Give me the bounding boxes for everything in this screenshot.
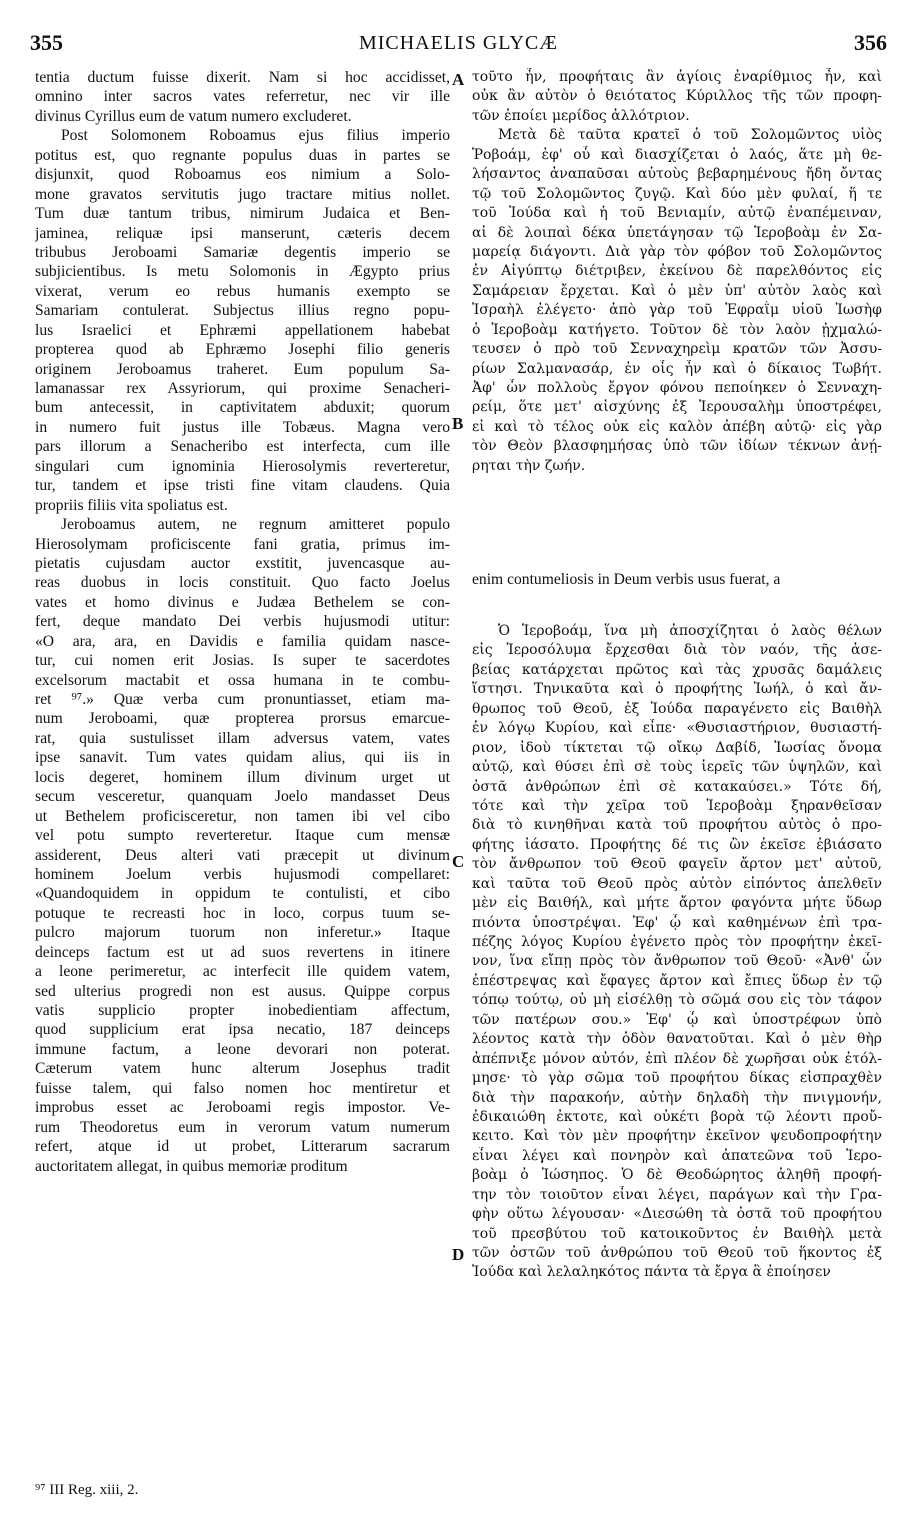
greek-upper-line: ρηται τὴν ζωήν. xyxy=(472,457,586,474)
latin-line: a leone perimeretur, ac interfecit ille quidem vatem, xyxy=(35,963,450,981)
latin-line: subjicientibus. Is metu Solomonis in Ægypto prius xyxy=(35,263,450,281)
greek-lower-line: βείας κατάρχεται πρῶτος καὶ τὰς χρυσᾶς δαμάλεις xyxy=(472,661,882,678)
latin-line: «O ara, ara, en Davidis e familia quidam nasce- xyxy=(35,632,450,650)
greek-lower-line: ὀστᾶ ἀνθρώπων ἐπὶ σὲ κατακαύσει.» Τότε δή, xyxy=(472,778,882,795)
greek-lower-line: πέζης λόγος Κυρίου ἐγένετο πρὸς τὸν προφήτην ἐκεῖ- xyxy=(472,934,882,950)
latin-line: «Quandoquidem in oppidum te contulisti, et cibo xyxy=(35,885,450,903)
greek-lower-line: λέοντος κατὰ τὴν ὁδὸν θανατοῦται. Καὶ ὁ μὲν θὴρ xyxy=(472,1031,882,1048)
latin-line: Tum duæ tantum tribus, nimirum Judaica et Ben- xyxy=(35,205,450,223)
latin-line: deinceps factum est ut ad suos revertens in itinere xyxy=(35,943,450,961)
greek-lower-line: διὰ τὸ κινηθῆναι κατὰ τοῦ προφήτου αὐτὸς ὁ προ- xyxy=(472,817,882,834)
latin-line: lus Israelici et Ephræmi appellationem habebat xyxy=(35,321,450,339)
greek-lower-line: ἀπέπνιξε μόνον αὐτόν, ἐπὶ πλέον δὲ χωρῆσαι οὐκ ἐτόλ- xyxy=(472,1050,882,1067)
latin-line: propterea quod ab Ephræmo Josephi filio generis xyxy=(35,341,450,359)
greek-lower-line: Ἰούδα καὶ λελαληκότος πάντα τὰ ἔργα ἃ ἐποίησεν xyxy=(472,1264,831,1281)
latin-line: secum vesceretur, quanquam Joelo mandasset Deus xyxy=(35,788,450,806)
greek-lower-line: τῶν ὀστῶν τοῦ ἀνθρώπου τοῦ Θεοῦ τοῦ ἥκοντος ἐξ xyxy=(472,1245,882,1261)
greek-lower-line: τότε καὶ τὴν χεῖρα τοῦ Ἱεροβοὰμ ξηρανθεῖσαν xyxy=(472,797,882,814)
latin-line: pietatis cujusdam auctor exstitit, juvencasque au- xyxy=(35,554,450,572)
greek-upper-line: Ἀφ' ὧν πολλοὺς ἔργον φόνου πεποίηκεν ὁ Σενναχη- xyxy=(472,380,882,396)
greek-upper-line: μαρείᾳ διάγοντι. Διὰ γὰρ τὸν φόβον τοῦ Σολομῶντος xyxy=(472,243,882,260)
latin-line: tentia ductum fuisse dixerit. Nam si hoc accidisset, xyxy=(35,69,450,86)
latin-line: Cæterum vatem hunc alterum Josephus tradit xyxy=(35,1060,450,1078)
greek-lower-line: ἐδικαιώθη ἐκτοτε, καὶ οὐκέτι βορὰ τῷ λέοντι προὔ- xyxy=(472,1108,882,1125)
greek-lower-line: ἐν λόγῳ Κυρίου, καὶ εἶπε· «Θυσιαστήριον, θυσιαστή- xyxy=(472,720,882,737)
latin-line: lamanassar rex Assyriorum, qui proxime Senacheri- xyxy=(35,380,450,397)
page-header xyxy=(30,30,887,60)
latin-line: excelsorum mactabit et ossa humana in te combu- xyxy=(35,671,450,689)
latin-line: tribubus Jeroboami Samariæ degentis imperio se xyxy=(35,243,450,261)
greek-lower-line: τοῦ πρεσβύτου τοῦ κατοικοῦντος ἐν Βαιθὴλ μετὰ xyxy=(472,1225,882,1242)
greek-upper-line: ὁ Ἱεροβοὰμ κατήγετο. Τοῦτον δὲ τὸν λαὸν ᾐχμαλώ- xyxy=(472,321,882,338)
greek-lower-line: φὴν οὕτω λέγουσαν· «Διεσώθη τὰ ὀστᾶ τοῦ προφήτου xyxy=(472,1206,882,1223)
greek-lower-line: εἶναι λέγει καὶ πονηρὸν καὶ ἀπατεῶνα τοῦ Ἱερο- xyxy=(472,1147,882,1164)
latin-line: in numero fuit justus ille Tobæus. Magna vero xyxy=(35,418,450,436)
greek-lower-line: θρωπος τοῦ Θεοῦ, ἐξ Ἰούδα παραγένετο εἰς Βαιθὴλ xyxy=(472,700,882,717)
latin-line: Samariam contulerat. Subjectus illius regno popu- xyxy=(35,302,450,320)
greek-lower-line: τῶν πατέρων σου.» Ἐφ' ᾧ καὶ ὑποστρέφων ὑπὸ xyxy=(472,1011,882,1028)
latin-column xyxy=(35,68,450,1176)
greek-upper-line: τοῦ Ἰούδα καὶ ἡ τοῦ Βενιαμίν, αὐτῷ ἐναπέμειναν, xyxy=(472,205,882,222)
greek-column-lower xyxy=(472,622,882,1283)
greek-upper-line: οὐκ ἂν αὐτὸν ὁ θειότατος Κύριλλος τῆς τῶν προφη- xyxy=(472,88,882,105)
latin-line: rat, quia sustulisset illam adversus vatem, vates xyxy=(35,729,450,747)
greek-lower-line: ἵστησι. Τηνικαῦτα καὶ ὁ προφήτης Ἰωήλ, ὁ καὶ ἄν- xyxy=(472,681,882,698)
greek-lower-line: πιόντα ὑποστρέψαι. Ἐφ' ᾧ καὶ καθημένων ἐπὶ τρα- xyxy=(472,914,882,931)
latin-line: ut Bethelem proficisceretur, non tamen ibi vel cibo xyxy=(35,807,450,825)
latin-line: refert, atque id ut probet, Litterarum sacrarum xyxy=(35,1138,450,1156)
greek-lower-line: αὐτῷ, καὶ θύσει ἐπὶ σὲ τοὺς ἱερεῖς τῶν ὑψηλῶν, καὶ xyxy=(472,759,882,776)
greek-upper-line: Μετὰ δὲ ταῦτα κρατεῖ ὁ τοῦ Σολομῶντος υἱὸς xyxy=(498,127,882,144)
latin-line: fuisse talem, qui falso nomen hoc mentiretur et xyxy=(35,1079,450,1097)
greek-lower-line: Ὁ Ἱεροβοάμ, ἵνα μὴ ἀποσχίζηται ὁ λαὸς θέλων xyxy=(498,623,882,639)
footnote: ⁹⁷ III Reg. xiii, 2. xyxy=(35,1482,139,1498)
running-head: MICHAELIS GLYCÆ xyxy=(358,32,559,54)
greek-lower-line: τὸν ἄνθρωπον τοῦ Θεοῦ φαγεῖν ἄρτον μετ' αὐτοῦ, xyxy=(472,856,882,873)
greek-lower-line: ριον, ἰδοὺ τίκτεται τῷ οἴκῳ Δαβίδ, Ἰωσίας ὄνομα xyxy=(472,739,882,756)
greek-upper-line: εἰ καὶ τὸ τέλος οὐκ εἰς καλὸν ἀπέβη αὐτῷ· εἰς γὰρ xyxy=(472,418,882,435)
greek-upper-line: τοῦτο ἦν, προφήταις ἂν ἁγίοις ἐναρίθμιος ἦν, καὶ xyxy=(472,69,882,85)
latin-line: potitus est, quo regnante populus duas in partes se xyxy=(35,146,450,164)
greek-lower-line: εἰς Ἱεροσόλυμα ἔρχεσθαι διὰ τὸν ναόν, τῆς ἀσε- xyxy=(472,642,882,659)
greek-upper-line: αἱ δὲ λοιπαὶ δέκα ὑπετάγησαν τῷ Ἱεροβοὰμ ἐν Σα- xyxy=(472,224,882,241)
latin-line: Jeroboamus autem, ne regnum amitteret populo xyxy=(61,516,450,534)
latin-line: pars illorum a Senacheribo est interfecta, cum ille xyxy=(35,438,450,456)
latin-line: auctoritatem allegat, in quibus memoriæ proditum xyxy=(35,1157,348,1175)
greek-upper-line: ἐν Αἰγύπτῳ διέτριβεν, ἐκείνου δὲ παρελθόντος εἰς xyxy=(472,263,882,280)
latin-line: pulcro majorum tuorum non inferetur.» Itaque xyxy=(35,924,450,942)
greek-lower-line: μησε· τὸ γὰρ σῶμα τοῦ προφήτου δίκας εἰσπραχθὲν xyxy=(472,1070,882,1087)
greek-lower-line: μὲν εἰς Βαιθήλ, καὶ μήτε ἄρτον φαγόντα μήτε ὕδωρ xyxy=(472,895,882,912)
latin-line: ret ⁹⁷.» Quæ verba cum pronuntiasset, etiam ma- xyxy=(35,691,450,708)
latin-line: divinus Cyrillus eum de vatum numero excluderet. xyxy=(35,107,352,125)
latin-line: propriis filiis vita spoliatus est. xyxy=(35,496,228,514)
latin-line: Post Solomonem Roboamus ejus filius imperio xyxy=(61,127,450,145)
latin-line: disjunxit, quod Roboamus eos nimium a Solo- xyxy=(35,166,450,184)
greek-lower-line: διὰ τὴν παρακοήν, αὐτὴν δηλαδὴ τὴν πνιγμονήν, xyxy=(472,1089,882,1106)
latin-line: vel potu sumpto reverteretur. Itaque cum mensæ xyxy=(35,827,450,845)
margin-marker-d: D xyxy=(452,1245,465,1264)
latin-line: rum Theodoretus eum in verorum vatum numerum xyxy=(35,1118,450,1136)
latin-line: tur, cui nomen erit Josias. Is super te sacerdotes xyxy=(35,652,450,670)
greek-upper-line: Ῥοβοάμ, ἐφ' οὗ καὶ διασχίζεται ὁ λαός, ἅτε μὴ θε- xyxy=(472,146,882,163)
greek-lower-line: κειτο. Καὶ τὸν μὲν προφήτην ἐκεῖνον ψευδοπροφήτην xyxy=(472,1128,882,1145)
greek-upper-line: ρείμ, ὅτε μετ' αἰσχύνης ἐξ Ἱερουσαλὴμ ὑποστρέφει, xyxy=(472,399,882,416)
latin-line: originem Jeroboamus traheret. Eum populum Sa- xyxy=(35,360,450,378)
latin-line: improbus esset ac Jeroboami regis impostor. Ve- xyxy=(35,1099,450,1117)
page-number-left: 355 xyxy=(30,30,63,55)
latin-line: singulari cum ignominia Hierosolymis reverteretur, xyxy=(35,457,450,475)
greek-upper-line: ρίων Σαλμανασάρ, ἐν οἷς ἦν καὶ ὁ δίκαιος Τωβήτ. xyxy=(472,360,882,377)
greek-lower-line: νον, ἵνα εἴπῃ πρὸς τὸν ἄνθρωπον τοῦ Θεοῦ· «Ἀνθ' ὧν xyxy=(472,953,882,970)
latin-line: vixerat, verum eo rebus humanis exempto se xyxy=(35,282,450,300)
latin-line: potuque te recreasti hoc in loco, corpus tuum se- xyxy=(35,904,450,922)
greek-upper-line: τευσεν ὁ πρὸ τοῦ Σενναχηρεὶμ κρατῶν τῶν Ἀσσυ- xyxy=(472,341,882,358)
latin-line: assiderent, Deus alteri vati præcepit ut divinum xyxy=(35,846,450,864)
latin-line: vatis supplicio propter inobedientiam affectum, xyxy=(35,1002,450,1019)
greek-upper-line: Ἰσραὴλ ἐλέγετο· ἀπὸ γὰρ τοῦ Ἐφραῒμ υἱοῦ Ἰωσὴφ xyxy=(472,302,882,319)
latin-line: jaminea, reliquæ ipsi manserunt, cæteris decem xyxy=(35,224,450,242)
page-number-right: 356 xyxy=(854,30,887,55)
greek-lower-line: ἐπέστρεψας καὶ ἔφαγες ἄρτον καὶ ἔπιες ὕδωρ ἐν τῷ xyxy=(472,972,882,989)
greek-upper-line: τῶν ἐποίει μερίδος ἀλλότριον. xyxy=(472,107,690,124)
greek-lower-line: βοὰμ ὁ Ἰώσηπος. Ὁ δὲ Θεοδώρητος ἀληθῆ προφή- xyxy=(472,1167,882,1184)
greek-upper-line: Σαμάρειαν ἔρχεται. Καὶ ὁ μὲν ὑπ' αὐτὸν λαὸς καὶ xyxy=(472,282,882,299)
latin-line: bum antecessit, in captivitatem abduxit; quorum xyxy=(35,399,450,417)
greek-lower-line: τόπῳ τούτῳ, οὐ μὴ εἰσέλθῃ τὸ σῶμά σου εἰς τὸν τάφον xyxy=(472,992,882,1009)
greek-lower-line: καὶ ταῦτα τοῦ Θεοῦ πρὸς αὐτὸν εἰπόντος ἀπελθεῖν xyxy=(472,875,882,892)
latin-line: locis degeret, hominem illum divinum urget ut xyxy=(35,768,450,786)
latin-line: num Jeroboami, quæ propterea prorsus emarcue- xyxy=(35,710,450,728)
greek-lower-line: την τὸν τοιοῦτον εἶναι λέγει, παράγων καὶ τὴν Γρα- xyxy=(472,1186,882,1203)
latin-line: sed ulterius progredi non est ausus. Quippe corpus xyxy=(35,982,450,1000)
latin-line: Hierosolymam proficiscente fani gratia, primus im- xyxy=(35,535,450,553)
greek-upper-line: λήσαντος ἀναπαῦσαι αὐτοὺς βεβαρημένους ἤδη ὄντας xyxy=(472,166,882,183)
latin-line: tur, tandem et ipse tristi fine vitam claudens. Quia xyxy=(35,477,450,495)
latin-line: mone gravatos servitutis jugo tractare mitius nollet. xyxy=(35,185,450,203)
greek-upper-line: τὸν Θεὸν βλασφημήσας ὑπὸ τῶν ἰδίων τέκνων ἀνῄ- xyxy=(472,438,882,455)
latin-line: ipse sanavit. Tum vates quidam alius, qui iis in xyxy=(35,749,450,767)
latin-bridge-line: enim contumeliosis in Deum verbis usus fuerat, a xyxy=(472,571,781,588)
latin-line: quod supplicium erat ipsa necatio, 187 deinceps xyxy=(35,1021,450,1039)
greek-column-upper xyxy=(472,68,882,476)
latin-line: fert, deque mandato Dei verbis hujusmodi utitur: xyxy=(35,613,450,631)
margin-marker-c: C xyxy=(452,852,465,871)
margin-marker-a: A xyxy=(452,70,465,89)
margin-marker-b: B xyxy=(452,414,464,433)
latin-line: vates et homo divinus e Judæa Bethelem se con- xyxy=(35,593,450,611)
greek-upper-line: τῷ τοῦ Σολομῶντος ζυγῷ. Καὶ δύο μὲν φυλαί, ἥ τε xyxy=(472,185,882,202)
latin-line: hominem Joelum verbis hujusmodi compellaret: xyxy=(35,865,450,883)
greek-lower-line: φήτης ἰάσατο. Προφήτης δέ τις ὢν ἐκεῖσε ἐβιάσατο xyxy=(472,836,882,853)
latin-line: omnino inter sacros vates referretur, nec vir ille xyxy=(35,88,450,106)
latin-line: reas duobus in locis constituit. Quo facto Joelus xyxy=(35,574,450,592)
latin-line: immune factum, a leone devorari non poterat. xyxy=(35,1040,450,1058)
